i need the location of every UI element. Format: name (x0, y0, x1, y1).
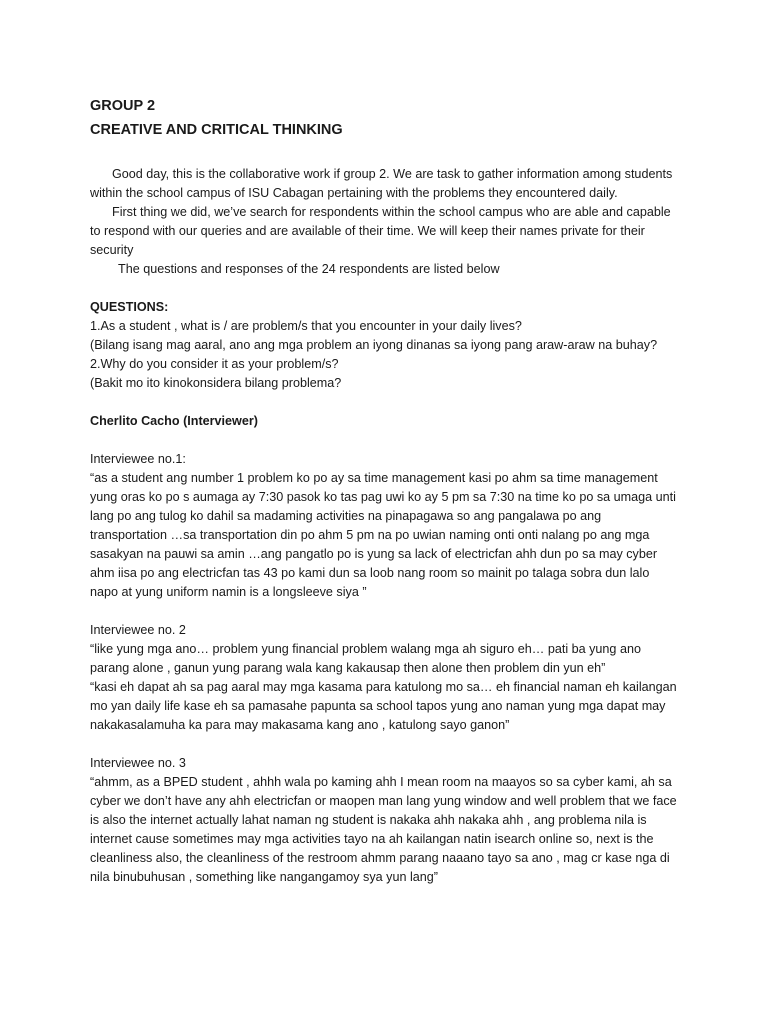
spacer (90, 602, 678, 621)
interviewee-response: “like yung mga ano… problem yung financial problem walang mga ah siguro eh… pati ba yung ano parang alone , ganun yung parang wala kang kakausap then alone then problem din yun eh” (90, 642, 641, 675)
spacer (90, 142, 678, 165)
interviewee-label: Interviewee no. 3 (90, 756, 186, 770)
intro-paragraph-3: The questions and responses of the 24 respondents are listed below (118, 262, 500, 276)
interviewee-label: Interviewee no. 2 (90, 623, 186, 637)
questions-heading: QUESTIONS: (90, 300, 169, 314)
question-line: 1.As a student , what is / are problem/s that you encounter in your daily lives? (90, 319, 522, 333)
interviewee-label: Interviewee no.1: (90, 452, 186, 466)
spacer (90, 431, 678, 450)
interviewer-name: Cherlito Cacho (Interviewer) (90, 414, 258, 428)
group-heading: GROUP 2 (90, 98, 156, 114)
question-line: 2.Why do you consider it as your problem/s? (90, 357, 339, 371)
interviewee-response: “kasi eh dapat ah sa pag aaral may mga kasama para katulong mo sa… eh financial naman eh kailangan mo yan daily life kase eh sa pamasahe papunta sa school tapos yung ano naman yung mga dapat may nakakasalamuha ka para may makasama kang ano , katulong sayo ganon” (90, 680, 677, 732)
question-line: (Bilang isang mag aaral, ano ang mga problem an iyong dinanas sa iyong pang araw-araw na buhay? (90, 338, 658, 352)
intro-paragraph-1: Good day, this is the collaborative work if group 2. We are task to gather information among students within the school campus of ISU Cabagan pertaining with the problems they encountered daily. (90, 167, 673, 200)
intro-paragraph-2: First thing we did, we’ve search for respondents within the school campus who are able and capable to respond with our queries and are available of their time. We will keep their names private for their security (90, 205, 671, 257)
spacer (90, 279, 678, 298)
spacer (90, 735, 678, 754)
question-line: (Bakit mo ito kinokonsidera bilang problema? (90, 376, 342, 390)
spacer (90, 393, 678, 412)
interviewee-response: “ahmm, as a BPED student , ahhh wala po kaming ahh I mean room na maayos so sa cyber kami, ah sa cyber we don’t have any ahh electricfan or maopen man lang yung window and well problem that we face is also the internet actually lahat naman ng student is nakaka ahh nakaka ahh , ang problema nila is internet cause sometimes may mga activities tayo na ah kailangan natin isearch online so, next is the cleanliness also, the cleanliness of the restroom ahmm parang naaano tayo sa ano , mag cr kase nga di nila binubuhusan , something like nangangamoy sya yun lang” (90, 775, 677, 884)
interviewee-response: “as a student ang number 1 problem ko po ay sa time management kasi po ahm sa time management yung oras ko po s aumaga ay 7:30 pasok ko tas pag uwi ko ay 5 pm sa 7:30 na time ko po sa umaga unti lang po ang tulog ko dahil sa madaming activities na pinapagawa so ang pangalawa po ang transportation …sa transportation din po ahm 5 pm na po uwian naming onti onti nalang po ang mga sasakyan na pauwi sa amin …ang pangatlo po is yung sa lack of electricfan ahh dun po sa may cyber ahm iisa po ang electricfan tas 43 po kami dun sa loob nang room so mainit po talaga sobra dun lalo napo at yung uniform namin is a longsleeve siya ” (90, 471, 676, 599)
subject-heading: CREATIVE AND CRITICAL THINKING (90, 122, 343, 138)
